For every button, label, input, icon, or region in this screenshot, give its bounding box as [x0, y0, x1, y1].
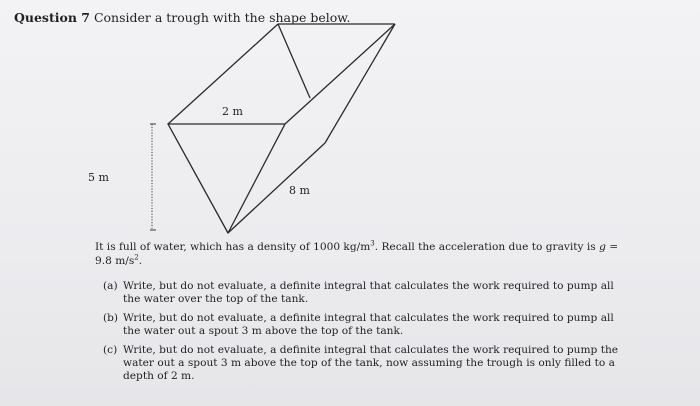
trough-bottom-ridge: [228, 143, 325, 233]
trough-front-face: [168, 124, 285, 233]
question-part-c: [103, 344, 625, 383]
height-label: 5 m: [88, 171, 109, 184]
trough-back-slope-edge: [325, 24, 395, 143]
part-text: Write, but do not evaluate, a definite integral that calculates the work required to pump all the water over the top of the tank.: [123, 280, 614, 305]
statement-text-4: .: [138, 255, 143, 267]
gravity-symbol: g: [599, 241, 606, 253]
part-text: Write, but do not evaluate, a definite integral that calculates the work required to pump all the water out a spout 3 m above the top of the tank.: [123, 312, 614, 337]
statement-text-3: = 9.8 m/s: [95, 241, 619, 267]
part-label: (c): [103, 344, 118, 356]
question-number: Question 7: [14, 10, 90, 25]
gravity-exponent: 2: [134, 253, 139, 262]
problem-statement: [95, 240, 635, 268]
statement-text-2: . Recall the acceleration due to gravity is: [374, 241, 600, 253]
part-text: Write, but do not evaluate, a definite integral that calculates the work required to pump the water out a spout 3 m above the top of the tank, now assuming the trough is only filled to a depth of 2 m.: [123, 344, 619, 382]
top-width-label: 2 m: [222, 105, 243, 118]
question-part-b: [103, 312, 625, 338]
part-label: (b): [103, 312, 119, 324]
question-intro: Consider a trough with the shape below.: [93, 10, 351, 25]
density-exponent: 3: [370, 239, 375, 248]
question-part-a: [103, 280, 625, 306]
trough-top-right-edge: [285, 24, 395, 124]
part-label: (a): [103, 280, 118, 292]
length-label: 8 m: [289, 184, 310, 197]
statement-text-1: It is full of water, which has a density of 1000 kg/m: [95, 241, 371, 253]
question-parts-list: [103, 280, 625, 389]
trough-back-inner-edge: [278, 24, 310, 98]
